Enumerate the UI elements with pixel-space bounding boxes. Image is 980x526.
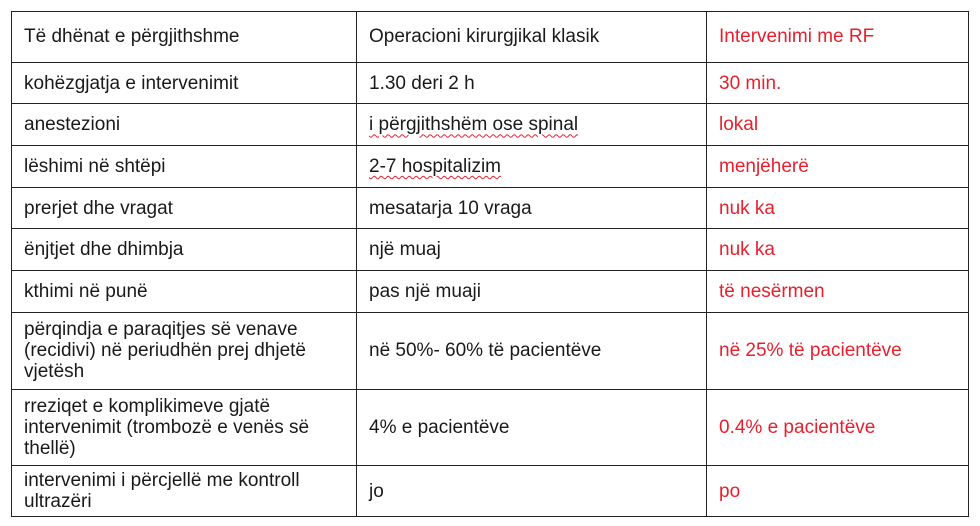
- table-cell: [357, 146, 707, 188]
- table-row: [12, 271, 969, 313]
- table-cell: pas një muaji: [357, 271, 707, 313]
- table-row: [12, 229, 969, 271]
- header-row: [12, 12, 969, 63]
- table-cell-text: 2-7 hospitalizim: [369, 155, 501, 177]
- table-row: [12, 466, 969, 517]
- table-cell: menjëherë: [707, 146, 969, 188]
- table-cell: prerjet dhe vragat: [12, 187, 357, 229]
- table-cell: rreziqet e komplikimeve gjatë intervenimit (trombozë e venës së thellë): [12, 389, 357, 465]
- table-cell: një muaj: [357, 229, 707, 271]
- table-cell: në 25% të pacientëve: [707, 312, 969, 389]
- header-cell: Operacioni kirurgjikal klasik: [357, 12, 707, 63]
- table-cell: 1.30 deri 2 h: [357, 62, 707, 104]
- header-cell: Intervenimi me RF: [707, 12, 969, 63]
- table-cell: lëshimi në shtëpi: [12, 146, 357, 188]
- table-cell: mesatarja 10 vraga: [357, 187, 707, 229]
- table-cell: po: [707, 466, 969, 517]
- table-cell: 4% e pacientëve: [357, 389, 707, 465]
- table-cell: [357, 104, 707, 146]
- table-cell: kthimi në punë: [12, 271, 357, 313]
- table-cell: përqindja e paraqitjes së venave (recidivi) në periudhën prej dhjetë vjetësh: [12, 312, 357, 389]
- table-cell: lokal: [707, 104, 969, 146]
- table-cell: në 50%- 60% të pacientëve: [357, 312, 707, 389]
- table-cell: kohëzgjatja e intervenimit: [12, 62, 357, 104]
- table-cell-text: i përgjithshëm ose spinal: [369, 114, 579, 136]
- table-cell: nuk ka: [707, 229, 969, 271]
- table-row: [12, 104, 969, 146]
- table-row: [12, 62, 969, 104]
- table-cell: intervenimi i përcjellë me kontroll ultrazëri: [12, 466, 357, 517]
- table-cell: ënjtjet dhe dhimbja: [12, 229, 357, 271]
- table-cell: të nesërmen: [707, 271, 969, 313]
- table-cell: jo: [357, 466, 707, 517]
- table-cell: nuk ka: [707, 187, 969, 229]
- table-row: [12, 146, 969, 188]
- header-cell: Të dhënat e përgjithshme: [12, 12, 357, 63]
- table-cell: 0.4% e pacientëve: [707, 389, 969, 465]
- table-row: [12, 312, 969, 389]
- table-cell: anestezioni: [12, 104, 357, 146]
- comparison-table: [11, 11, 969, 517]
- table-row: [12, 389, 969, 465]
- table-cell: 30 min.: [707, 62, 969, 104]
- table-row: [12, 187, 969, 229]
